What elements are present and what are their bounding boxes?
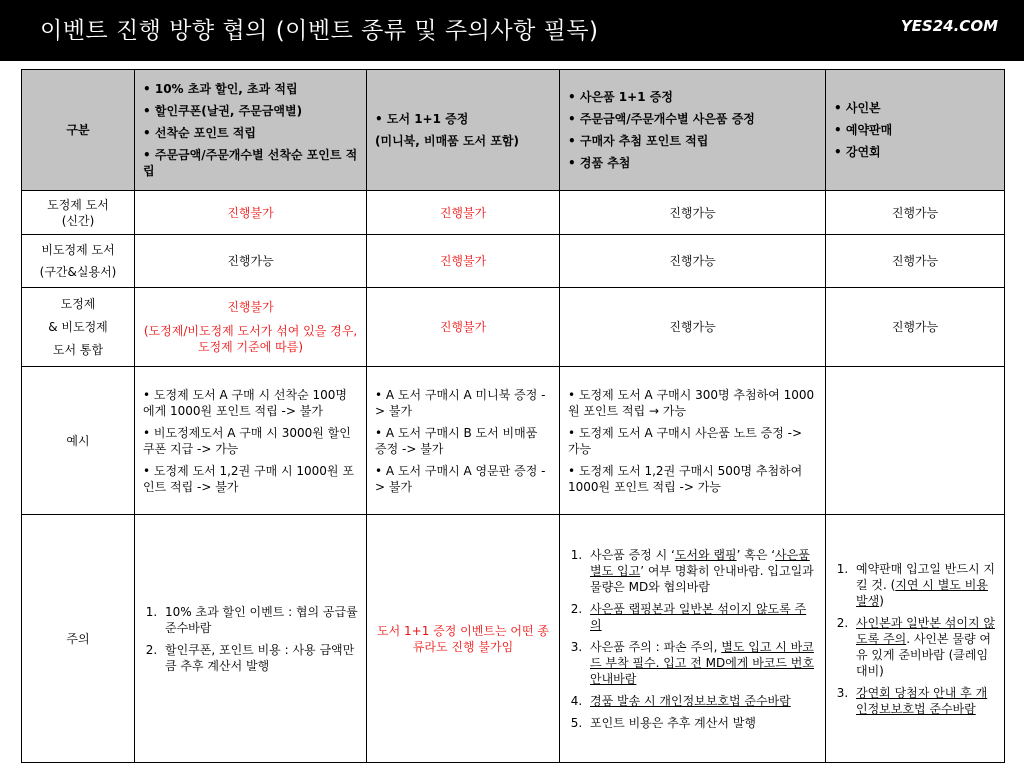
caution-item: 1. 사은품 증정 시 ‘도서와 랩핑’ 혹은 ‘사은품 별도 입고’ 여부 명확히 안내바람. 입고일과 물량은 MD와 협의바람 (586, 547, 817, 595)
caution-item: 1. 예약판매 입고일 반드시 지킬 것. (지연 시 별도 비용 발생) (852, 561, 996, 609)
row-label: 주의 (22, 515, 135, 763)
caution-item: 4. 경품 발송 시 개인정보보호법 준수바람 (586, 693, 817, 709)
header-item: • 예약판매 (834, 123, 893, 137)
example-cell (367, 367, 560, 515)
row-label: 비도정제 도서 (구간&실용서) (22, 235, 135, 288)
row-label: 도정제 & 비도정제 도서 통합 (22, 288, 135, 367)
header-item: (미니북, 비매품 도서 포함) (375, 134, 519, 148)
row-caution (22, 515, 1005, 763)
example-cell (135, 367, 367, 515)
header-item: • 할인쿠폰(날권, 주문금액별) (143, 104, 303, 118)
caution-item: 2. 할인쿠폰, 포인트 비용 : 사용 금액만큼 추후 계산서 발행 (161, 642, 358, 674)
header-row (22, 70, 1005, 191)
col-header-discount (135, 70, 367, 191)
logo-com: .COM (953, 17, 998, 35)
status-cell: 진행불가 (367, 191, 560, 235)
row-label: 도정제 도서 (신간) (22, 191, 135, 235)
col-header-signed (826, 70, 1005, 191)
logo-yes: YES (900, 17, 933, 35)
example-item: • A 도서 구매시 A 미니북 증정 -> 불가 (375, 387, 546, 418)
header-item: • 주문금액/주문개수별 사은품 증정 (568, 112, 755, 126)
header-item: • 사은품 1+1 증정 (568, 90, 673, 104)
status-note: (도정제/비도정제 도서가 섞여 있을 경우, 도정제 기준에 따름) (143, 324, 358, 354)
row-non-fixed-price (22, 235, 1005, 288)
page-title: 이벤트 진행 방향 협의 (이벤트 종류 및 주의사항 필독) (40, 18, 599, 44)
header-item: • 구매자 추첨 포인트 적립 (568, 134, 709, 148)
caution-item: 3. 강연회 당첨자 안내 후 개인정보보호법 준수바람 (852, 685, 996, 717)
status-cell: 진행불가 (도정제/비도정제 도서가 섞여 있을 경우, 도정제 기준에 따름) (135, 288, 367, 367)
row-label: 예시 (22, 367, 135, 515)
status-cell: 진행가능 (826, 235, 1005, 288)
example-item: • 도정제 도서 A 구매시 300명 추첨하여 1000원 포인트 적립 → 가능 (568, 387, 815, 418)
header-item: • 주문금액/주문개수별 선착순 포인트 적립 (143, 148, 358, 178)
status-cell: 진행가능 (560, 288, 826, 367)
example-item: • 도정제 도서 A 구매 시 선착순 100명에게 1000원 포인트 적립 -> 불가 (143, 387, 347, 418)
example-item: • A 도서 구매시 A 영문판 증정 -> 불가 (375, 463, 546, 494)
example-item: • 비도정제도서 A 구매 시 3000원 할인쿠폰 지급 -> 가능 (143, 425, 351, 456)
row-example (22, 367, 1005, 515)
col-header-gift (560, 70, 826, 191)
status-cell: 진행가능 (826, 191, 1005, 235)
caution-item: 2. 사인본과 일반본 섞이지 않도록 주의. 사인본 물량 여유 있게 준비바람 (클레임 대비) (852, 615, 996, 679)
caution-item: 5. 포인트 비용은 추후 계산서 발행 (586, 715, 817, 731)
col-header-book-gift (367, 70, 560, 191)
header-item: • 강연회 (834, 145, 881, 159)
status-cell: 진행가능 (135, 235, 367, 288)
caution-cell (826, 515, 1005, 763)
header-item: • 도서 1+1 증정 (375, 112, 469, 126)
example-item: • 도정제 도서 1,2권 구매 시 1000원 포인트 적립 -> 불가 (143, 463, 354, 494)
logo-num: 24 (932, 17, 954, 35)
caution-cell (135, 515, 367, 763)
caution-item: 1. 10% 초과 할인 이벤트 : 협의 공급률 준수바람 (161, 604, 358, 636)
example-item: • 도정제 도서 1,2권 구매시 500명 추첨하여 1000원 포인트 적립 -> 가능 (568, 463, 803, 494)
header-item: • 선착순 포인트 적립 (143, 126, 256, 140)
example-cell-empty (826, 367, 1005, 515)
row-combined (22, 288, 1005, 367)
caution-cell: 도서 1+1 증정 이벤트는 어떤 종류라도 진행 불가임 (367, 515, 560, 763)
example-item: • A 도서 구매시 B 도서 비매품 증정 -> 불가 (375, 425, 538, 456)
title-bar (0, 0, 1024, 61)
status-cell: 진행불가 (367, 288, 560, 367)
yes24-logo (901, 17, 998, 35)
row-fixed-price-new (22, 191, 1005, 235)
status-cell: 진행가능 (560, 235, 826, 288)
status-cell: 진행가능 (826, 288, 1005, 367)
status-cell: 진행불가 (367, 235, 560, 288)
example-cell (560, 367, 826, 515)
header-item: • 10% 초과 할인, 초과 적립 (143, 82, 298, 96)
col-header-category: 구분 (22, 70, 135, 191)
header-item: • 사인본 (834, 101, 881, 115)
status-cell: 진행불가 (135, 191, 367, 235)
caution-cell (560, 515, 826, 763)
status-cell: 진행가능 (560, 191, 826, 235)
caution-item: 2. 사은품 랩핑본과 일반본 섞이지 않도록 주의 (586, 601, 817, 633)
event-policy-table (21, 69, 1005, 763)
example-item: • 도정제 도서 A 구매시 사은품 노트 증정 -> 가능 (568, 425, 803, 456)
caution-item: 3. 사은품 주의 : 파손 주의, 별도 입고 시 바코드 부착 필수. 입고 전 MD에게 바코드 번호 안내바람 (586, 639, 817, 687)
header-item: • 경품 추첨 (568, 156, 631, 170)
